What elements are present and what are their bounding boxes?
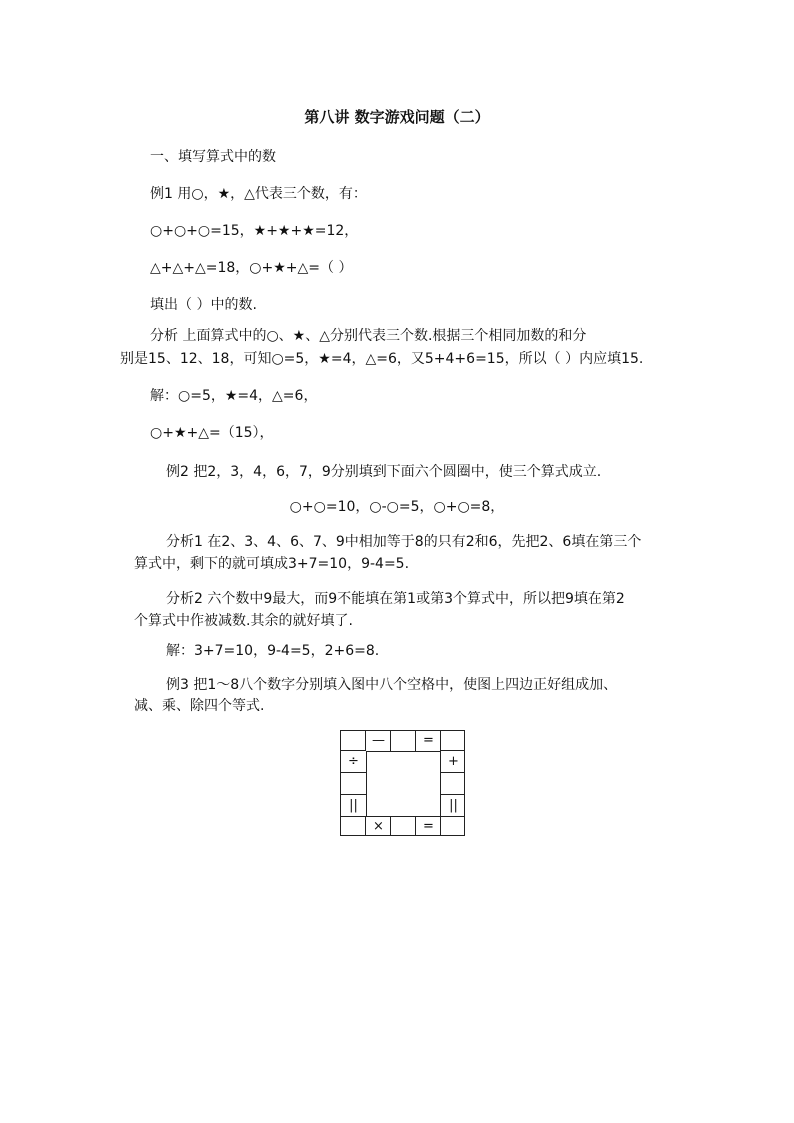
grid-bottom-times: × [373,819,384,834]
grid-left-divide: ÷ [348,754,359,769]
example1-solution-line1: 解：○=5，★=4，△=6， [150,388,318,404]
example1-equation1: ○+○+○=15，★+★+★=12， [150,223,359,239]
puzzle-grid [340,730,465,836]
example2-analysis2-line2: 个算式中作被减数.其余的就好填了. [134,613,353,629]
grid-right-plus: + [448,754,459,769]
grid-bottom-equals: = [423,819,434,834]
example1-analysis-line1: 分析 上面算式中的○、★、△分别代表三个数.根据三个相同加数的和分 [150,328,587,344]
example1-intro: 例1 用○，★，△代表三个数，有： [150,186,367,202]
example2-analysis1-line2: 算式中，剩下的就可填成3+7=10，9-4=5. [134,556,410,572]
grid-top-equals: = [423,733,434,748]
section-heading: 一、填写算式中的数 [150,149,276,165]
example2-intro: 例2 把2，3，4，6，7，9分别填到下面六个圆圈中，使三个算式成立. [166,464,602,480]
example3-intro-line1: 例3 把1～8八个数字分别填入图中八个空格中，使图上四边正好组成加、 [166,677,618,693]
example2-equations: ○+○=10，○-○=5，○+○=8， [289,499,505,515]
example3-intro-line2: 减、乘、除四个等式. [134,698,265,714]
grid-right-equals: || [449,798,458,813]
grid-center-blank [366,751,441,817]
example1-solution-line2: ○+★+△=（15）， [150,425,274,441]
grid-left-equals: || [349,798,358,813]
page-title: 第八讲 数字游戏问题（二） [304,108,490,126]
grid-top-minus: — [372,733,385,748]
example2-solution: 解：3+7=10，9-4=5，2+6=8. [166,643,380,659]
example2-analysis1-line1: 分析1 在2、3、4、6、7、9中相加等于8的只有2和6，先把2、6填在第三个 [166,534,642,550]
example1-equation2: △+△+△=18，○+★+△=（ ） [150,260,353,276]
example1-analysis-line2: 别是15、12、18，可知○=5，★=4，△=6，又5+4+6=15，所以（ ）内应填15. [120,351,644,367]
example2-analysis2-line1: 分析2 六个数中9最大，而9不能填在第1或第3个算式中，所以把9填在第2 [166,591,625,607]
example1-fill: 填出（ ）中的数. [150,297,257,313]
